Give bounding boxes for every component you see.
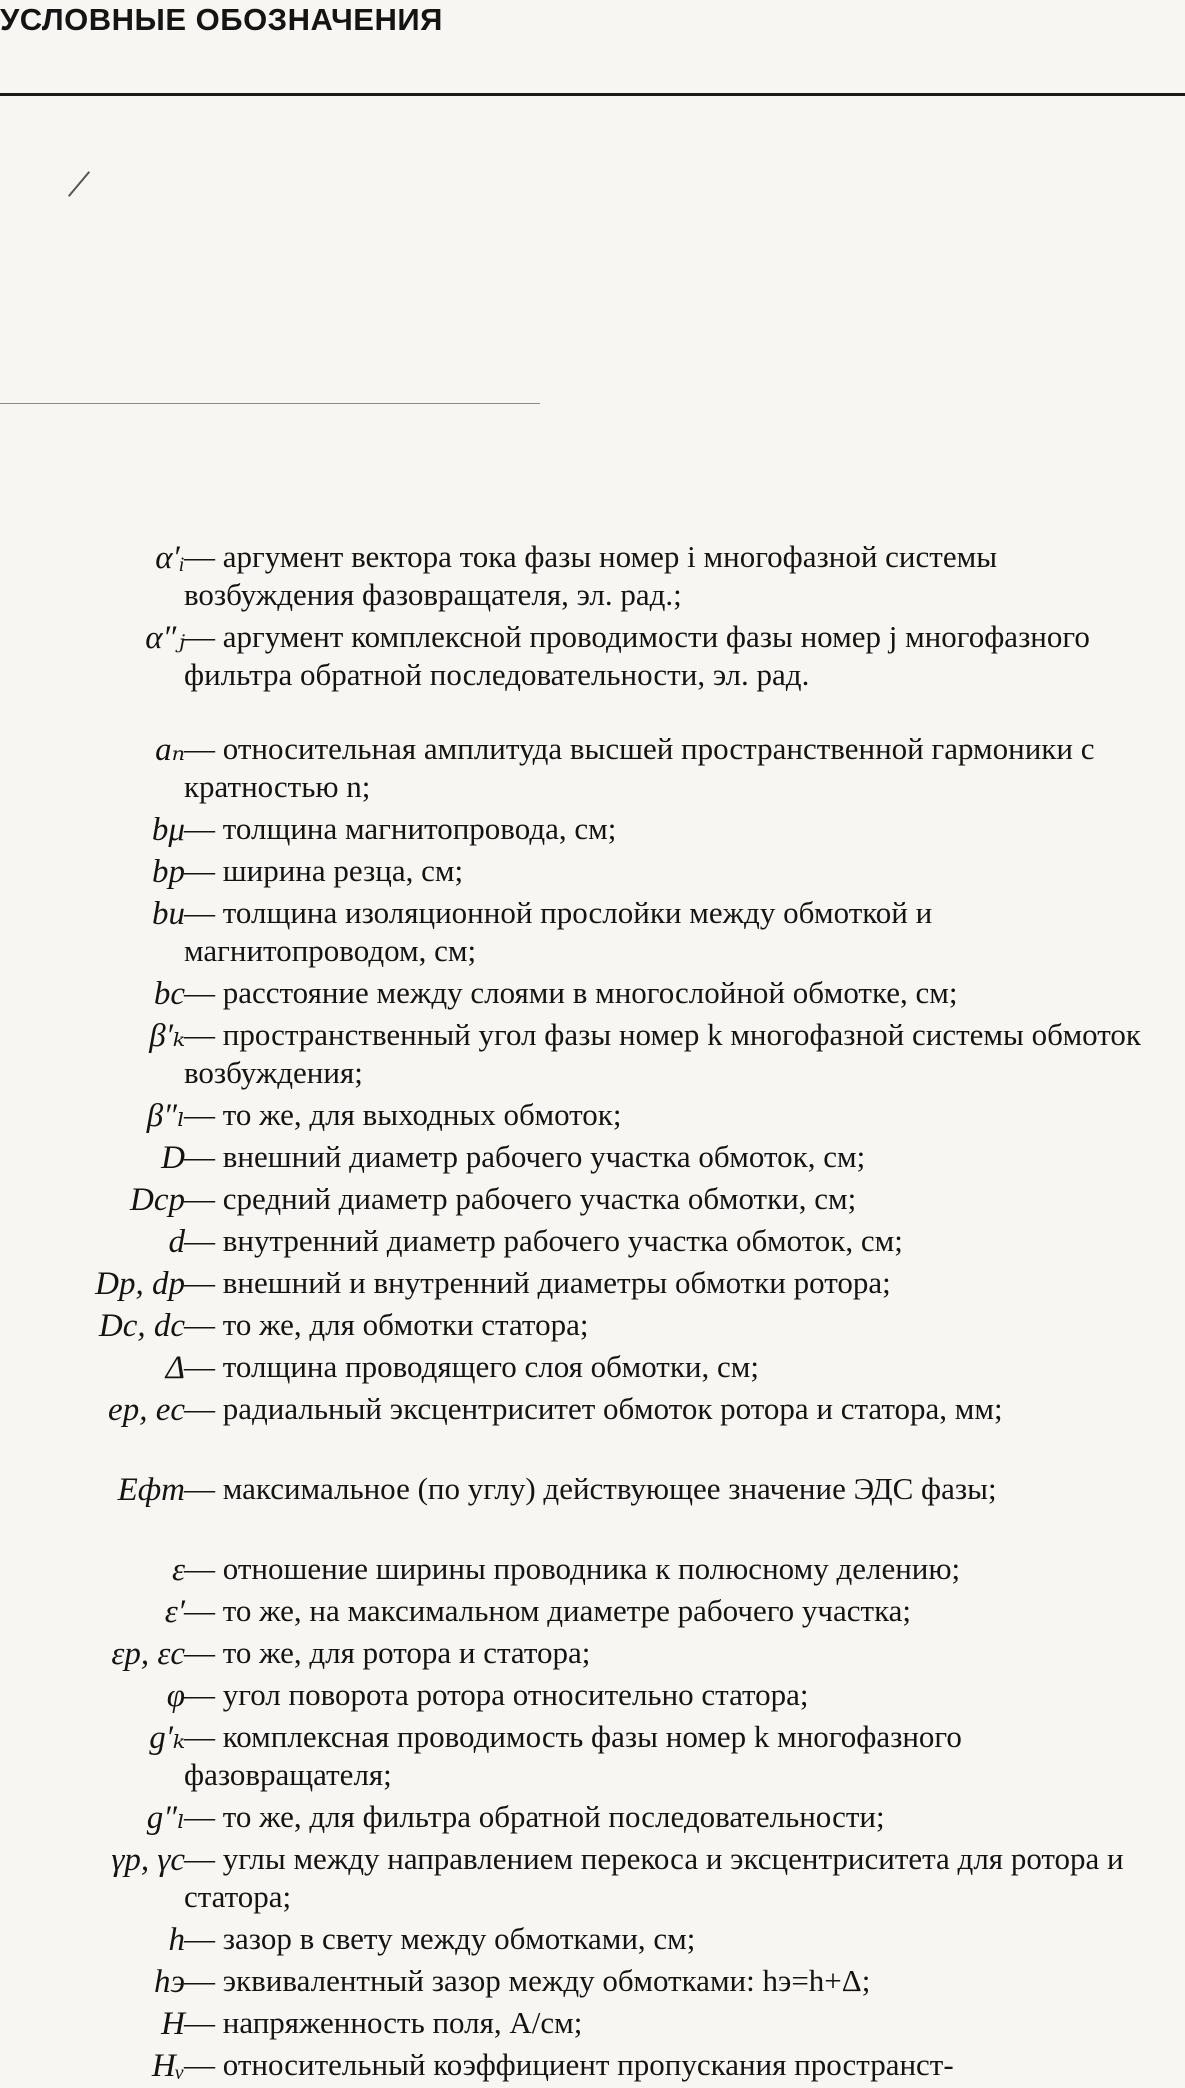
- divider-line: [0, 403, 540, 404]
- description: — то же, для фильтра обратной последовательности;: [184, 1799, 885, 1834]
- list-item: [0, 1470, 1185, 1550]
- description: — эквивалентный зазор между обмотками: hэ=h+Δ;: [184, 1963, 871, 1998]
- description: — зазор в свету между обмотками, см;: [184, 1921, 696, 1956]
- description: — отношение ширины проводника к полюсному делению;: [184, 1551, 961, 1586]
- description: — расстояние между слоями в многослойной обмотке, см;: [184, 975, 958, 1010]
- symbol: α′ᵢ: [155, 540, 185, 576]
- symbol: g″ₗ: [146, 1800, 185, 1836]
- list-item: [0, 2004, 1185, 2046]
- stray-mark: [68, 171, 90, 197]
- list-item: [0, 1348, 1185, 1390]
- list-item: [0, 1264, 1185, 1306]
- symbol: Eфm: [117, 1472, 185, 1508]
- symbol: φ: [166, 1678, 185, 1714]
- list-item: [0, 1676, 1185, 1718]
- symbol: bс: [153, 976, 185, 1012]
- symbol: bμ: [151, 812, 185, 848]
- description: — внешний и внутренний диаметры обмотки ротора;: [184, 1265, 891, 1300]
- list-item: [0, 1222, 1185, 1264]
- symbol: bр: [152, 854, 185, 890]
- symbol: Δ: [165, 1350, 185, 1386]
- list-item: [0, 1718, 1185, 1798]
- symbol: Hᵥ: [151, 2048, 185, 2084]
- list-item: [0, 730, 1185, 810]
- description: — толщина изоляционной прослойки между обмоткой и магнитопроводом, см;: [184, 895, 933, 968]
- description: — то же, для обмотки статора;: [184, 1307, 589, 1342]
- description: — углы между направлением перекоса и эксцентриситета для ротора и статора;: [184, 1841, 1124, 1914]
- list-item: [0, 1920, 1185, 1962]
- symbol: bи: [152, 896, 185, 932]
- symbol: α″ⱼ: [145, 620, 185, 656]
- symbol: H: [161, 2006, 185, 2042]
- list-item: [0, 1306, 1185, 1348]
- list-item: [0, 1096, 1185, 1138]
- symbol: Dр, dр: [95, 1266, 185, 1302]
- list-item: [0, 852, 1185, 894]
- page-header: [0, 0, 1185, 96]
- description: — средний диаметр рабочего участка обмотки, см;: [184, 1181, 857, 1216]
- list-item: [0, 974, 1185, 1016]
- page-title: УСЛОВНЫЕ ОБОЗНАЧЕНИЯ: [0, 2, 443, 37]
- symbol: ε′: [164, 1594, 185, 1630]
- list-item: [0, 1550, 1185, 1592]
- description: — то же, для выходных обмоток;: [184, 1097, 622, 1132]
- symbol: d: [168, 1224, 185, 1260]
- symbol: ε: [171, 1552, 185, 1588]
- list-item: [0, 1180, 1185, 1222]
- description: — внешний диаметр рабочего участка обмоток, см;: [184, 1139, 866, 1174]
- symbol: aₙ: [155, 732, 185, 768]
- list-item: [0, 2046, 1185, 2088]
- description: — то же, для ротора и статора;: [184, 1635, 591, 1670]
- notation-list: [0, 538, 1185, 2088]
- description: — напряженность поля, А/см;: [184, 2005, 583, 2040]
- description: — аргумент комплексной проводимости фазы номер j многофазного фильтра обратной последовательности, эл. рад.: [184, 619, 1090, 692]
- symbol: γр, γс: [111, 1842, 185, 1878]
- symbol: g′ₖ: [149, 1720, 185, 1756]
- list-item: [0, 1962, 1185, 2004]
- list-item: [0, 1634, 1185, 1676]
- description: — комплексная проводимость фазы номер k многофазного фазовращателя;: [184, 1719, 962, 1792]
- list-item: [0, 1592, 1185, 1634]
- symbol: D: [161, 1140, 185, 1176]
- description: — относительная амплитуда высшей пространственной гармоники с кратностью n;: [184, 731, 1095, 804]
- list-item: [0, 1016, 1185, 1096]
- list-item: [0, 1798, 1185, 1840]
- description: — относительный коэффициент пропускания пространст-: [184, 2047, 954, 2082]
- symbol: β″ₗ: [146, 1098, 185, 1134]
- description: — радиальный эксцентриситет обмоток ротора и статора, мм;: [184, 1391, 1003, 1426]
- list-item: [0, 1138, 1185, 1180]
- list-item: [0, 618, 1185, 730]
- symbol: Dс, dс: [98, 1308, 185, 1344]
- description: — угол поворота ротора относительно статора;: [184, 1677, 809, 1712]
- symbol: hэ: [153, 1964, 185, 2000]
- description: — ширина резца, см;: [184, 853, 464, 888]
- description: — пространственный угол фазы номер k многофазной системы обмоток возбуждения;: [184, 1017, 1141, 1090]
- description: — толщина магнитопровода, см;: [184, 811, 617, 846]
- description: — толщина проводящего слоя обмотки, см;: [184, 1349, 759, 1384]
- symbol: β′ₖ: [149, 1018, 185, 1054]
- description: — аргумент вектора тока фазы номер i многофазной системы возбуждения фазовращателя, эл. рад.;: [184, 539, 998, 612]
- list-item: [0, 810, 1185, 852]
- symbol: h: [168, 1922, 185, 1958]
- description: — внутренний диаметр рабочего участка обмоток, см;: [184, 1223, 903, 1258]
- symbol: Dср: [130, 1182, 185, 1218]
- description: — то же, на максимальном диаметре рабочего участка;: [184, 1593, 912, 1628]
- symbol: εр, εс: [111, 1636, 185, 1672]
- symbol: eр, eс: [108, 1392, 185, 1428]
- list-item: [0, 1390, 1185, 1470]
- list-item: [0, 894, 1185, 974]
- list-item: [0, 1840, 1185, 1920]
- list-item: [0, 538, 1185, 618]
- description: — максимальное (по углу) действующее значение ЭДС фазы;: [184, 1471, 997, 1506]
